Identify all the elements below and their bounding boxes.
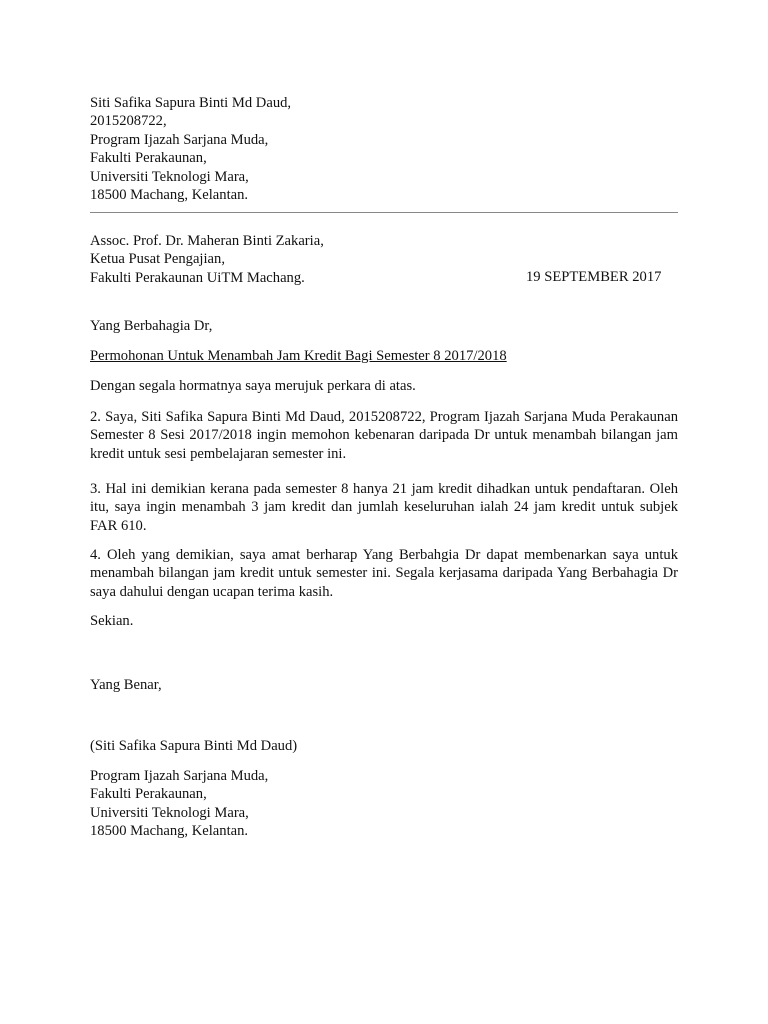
header-divider [90,212,678,213]
recipient-title: Ketua Pusat Pengajian, [90,251,225,268]
recipient-faculty: Fakulti Perakaunan UiTM Machang. [90,269,305,286]
sender-address [90,94,678,204]
signature-address [90,767,678,841]
paragraph-3: 3. Hal ini demikian kerana pada semester 8 hanya 21 jam kredit dihadkan untuk pendaftaran. Oleh itu, saya ingin menambah 3 jam kredit dan jumlah keseluruhan ialah 24 jam kredit untuk subjek FAR 610. [90,481,678,534]
paragraph-2: 2. Saya, Siti Safika Sapura Binti Md Daud, 2015208722, Program Ijazah Sarjana Muda Perakaunan Semester 8 Sesi 2017/2018 ingin memohon kebenaran daripada Dr untuk menambah bilangan jam kredit untuk sesi pembelajaran semester ini. [90,409,678,462]
opening-sentence: Dengan segala hormatnya saya merujuk perkara di atas. [90,378,416,394]
salutation: Yang Berbahagia Dr, [90,318,213,334]
recipient-name: Assoc. Prof. Dr. Maheran Binti Zakaria, [90,233,324,249]
sender-name: Siti Safika Sapura Binti Md Daud, [90,95,292,111]
signature-city: 18500 Machang, Kelantan. [90,823,249,840]
letter-date: 19 SEPTEMBER 2017 [526,269,662,285]
sender-university: Universiti Teknologi Mara, [90,168,249,185]
signature-university: Universiti Teknologi Mara, [90,804,249,821]
signoff: Yang Benar, [90,677,162,693]
paragraph-4: 4. Oleh yang demikian, saya amat berharap Yang Berbahgia Dr dapat membenarkan saya untuk menambah bilangan jam kredit untuk semester ini. Segala kerjasama daripada Yang Berbahagia Dr saya dahului dengan ucapan terima kasih. [90,547,678,600]
sender-program: Program Ijazah Sarjana Muda, [90,131,269,148]
signature-program: Program Ijazah Sarjana Muda, [90,768,269,784]
subject-line: Permohonan Untuk Menambah Jam Kredit Bagi Semester 8 2017/2018 [90,348,507,364]
sender-student-id: 2015208722, [90,113,167,130]
sender-faculty: Fakulti Perakaunan, [90,150,207,167]
sender-city: 18500 Machang, Kelantan. [90,187,249,204]
closing: Sekian. [90,613,134,629]
signature-name: (Siti Safika Sapura Binti Md Daud) [90,738,298,754]
signature-faculty: Fakulti Perakaunan, [90,786,207,803]
